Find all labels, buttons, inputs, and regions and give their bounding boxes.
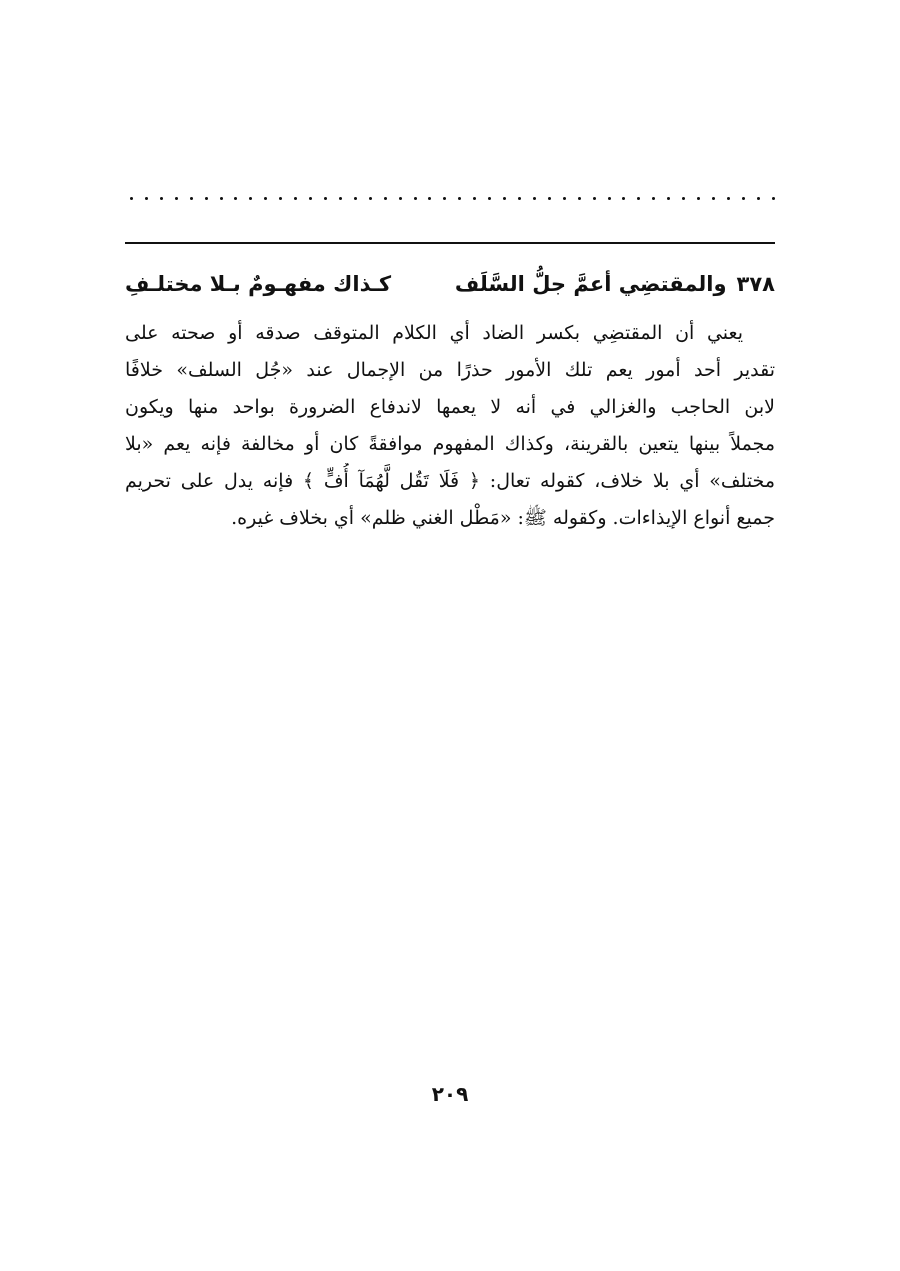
separator-dot [757,197,760,200]
horizontal-rule [125,242,775,244]
verse-number: ٣٧٨ [736,272,775,296]
separator-dot [563,197,566,200]
separator-dot [473,197,476,200]
separator-dot [145,197,148,200]
verse-hemistich-second: كـذاك مفهـومٌ بـلا مختلـفِ [125,272,392,296]
separator-dot [130,197,133,200]
separator-dot [533,197,536,200]
commentary-paragraph [125,315,775,537]
separator-dot [309,197,312,200]
commentary-line: مختلف» أي بلا خلاف، كقوله تعال: ﴿ فَلَا تَقُل لَّهُمَآ أُفٍّ ﴾ فإنه يدل على تحريم [125,470,775,492]
separator-dot [399,197,402,200]
separator-dot [443,197,446,200]
separator-dot [518,197,521,200]
separator-dot [622,197,625,200]
separator-dot [682,197,685,200]
separator-dot [488,197,491,200]
commentary-line: جميع أنواع الإيذاءات. وكقوله ﷺ: «مَطْل الغني ظلم» أي بخلاف غيره. [231,507,775,529]
separator-dot [175,197,178,200]
separator-dot [279,197,282,200]
separator-dot [428,197,431,200]
separator-dot [234,197,237,200]
verse-line [125,262,775,306]
commentary-line: مجملاً بينها يتعين بالقرينة، وكذاك المفهوم موافقةً كان أو مخالفة فإنه يعم «بلا [125,433,775,455]
separator-dot [205,197,208,200]
verse-hemistich-first: والمقتضِي أعمَّ جلُّ السَّلَف [454,272,727,296]
separator-dot [384,197,387,200]
separator-dot [294,197,297,200]
separator-dot [548,197,551,200]
separator-dot [249,197,252,200]
separator-dot [712,197,715,200]
separator-dot [324,197,327,200]
separator-dot [458,197,461,200]
separator-dot [578,197,581,200]
separator-dot [503,197,506,200]
separator-dot [160,197,163,200]
separator-dot [772,197,775,200]
commentary-line: يعني أن المقتضِي بكسر الضاد أي الكلام المتوقف صدقه أو صحته على [125,322,743,344]
page-number: ٢٠٩ [431,1082,469,1106]
separator-dot [593,197,596,200]
separator-dot [414,197,417,200]
separator-dot [339,197,342,200]
separator-dot [220,197,223,200]
separator-dot [637,197,640,200]
separator-dot [369,197,372,200]
separator-dot [608,197,611,200]
separator-dot [354,197,357,200]
separator-dot [652,197,655,200]
separator-dot [742,197,745,200]
separator-dot [697,197,700,200]
commentary-line: لابن الحاجب والغزالي في أنه لا يعمها لاندفاع الضرورة بواحد منها ويكون [125,396,775,418]
separator-dot [727,197,730,200]
separator-dot [190,197,193,200]
separator-dot [667,197,670,200]
dotted-separator [130,188,775,208]
commentary-line: تقدير أحد أمور يعم تلك الأمور حذرًا من الإجمال عند «جُل السلف» خلافًا [125,359,775,381]
separator-dot [264,197,267,200]
